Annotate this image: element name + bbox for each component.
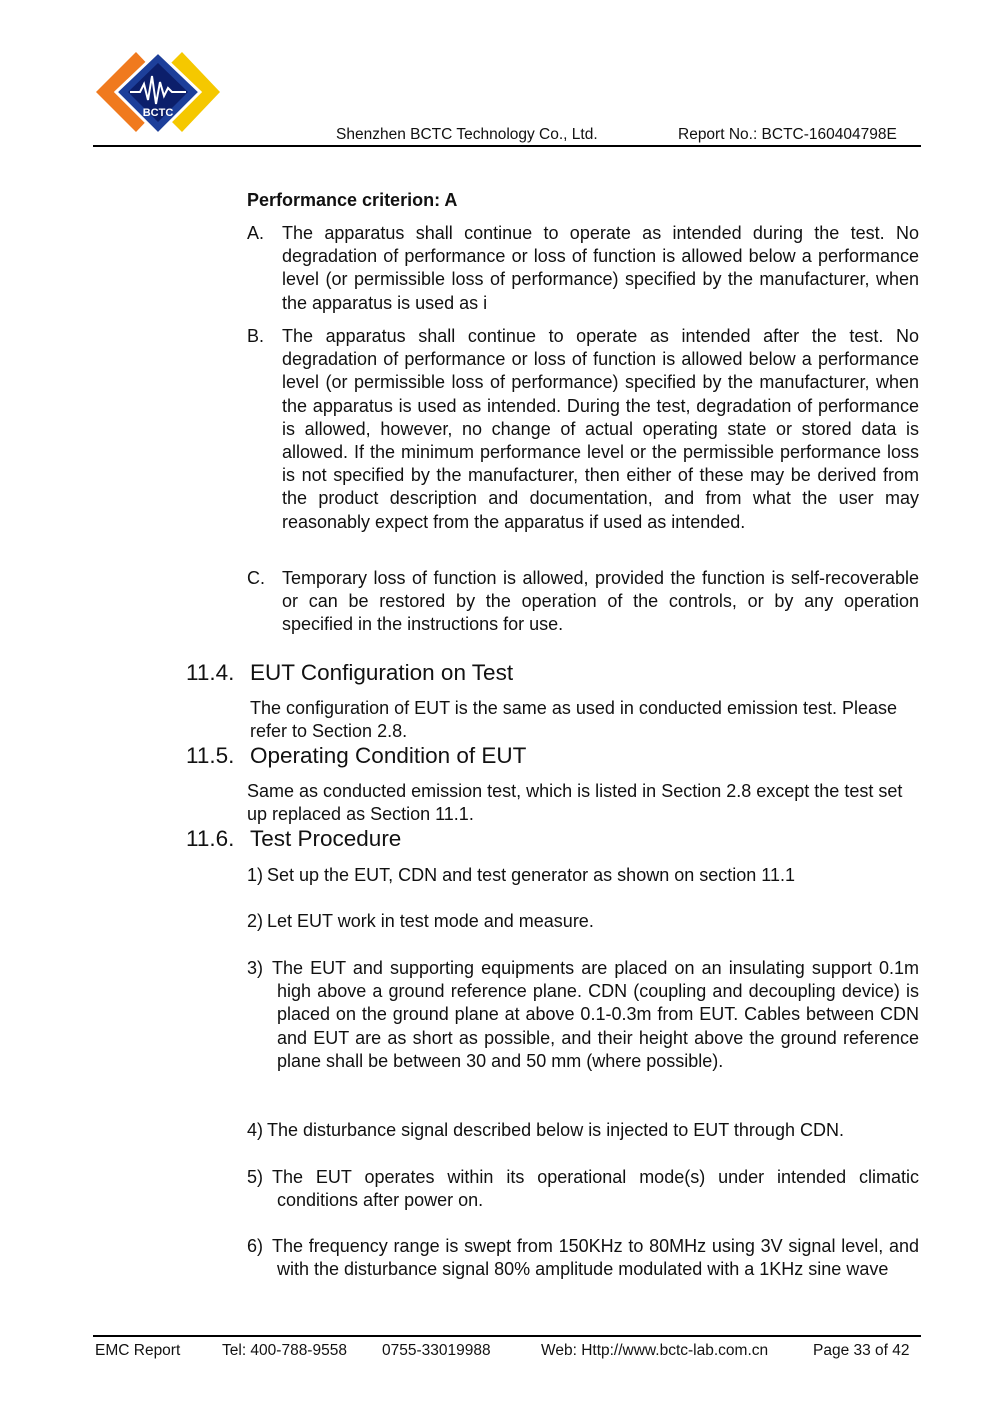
footer-label: EMC Report: [95, 1342, 181, 1359]
footer-web: Web: Http://www.bctc-lab.com.cn: [541, 1342, 769, 1359]
step-text: The EUT operates within its operational mode(s) under intended climatic conditions after power on.: [272, 1167, 919, 1211]
procedure-step-1: [247, 864, 919, 887]
criterion-letter: B.: [247, 326, 265, 346]
section-title-11-4: [186, 660, 513, 686]
section-title-text: Operating Condition of EUT: [250, 743, 527, 768]
procedure-step-3: [247, 957, 919, 1073]
criterion-text: The apparatus shall continue to operate as intended after the test. No degradation of performance or loss of function is allowed below a performance level (or permissible loss of performance) specified by the manufacturer, when the apparatus is used as intended. During the test, degradation of performance is allowed, however, no change of actual operating state or stored data is allowed. If the minimum performance level or the permissible performance loss is not specified by the manufacturer, then either of these may be derived from the product description and documentation, and from what the user may reasonably expect from the apparatus if used as intended.: [282, 326, 919, 532]
step-number: 6): [247, 1236, 264, 1256]
footer-page-number: Page 33 of 42: [813, 1342, 910, 1359]
criterion-text: Temporary loss of function is allowed, provided the function is self-recoverable or can be restored by the operation of the controls, or by any operation specified in the instructions for use.: [282, 568, 919, 635]
svg-text:BCTC: BCTC: [142, 107, 174, 119]
section-number: 11.4.: [186, 660, 235, 685]
step-text: Set up the EUT, CDN and test generator as shown on section 11.1: [267, 865, 795, 885]
bctc-logo: [92, 46, 224, 142]
section-number: 11.6.: [186, 826, 235, 851]
criterion-letter: A.: [247, 223, 265, 243]
step-text: The frequency range is swept from 150KHz to 80MHz using 3V signal level, and with the disturbance signal 80% amplitude modulated with a 1KHz sine wave: [272, 1236, 919, 1280]
header-report-number: Report No.: BCTC-160404798E: [678, 126, 897, 143]
section-body-11-4: The configuration of EUT is the same as used in conducted emission test. Please refer to Section 2.8.: [250, 698, 898, 742]
step-text: Let EUT work in test mode and measure.: [267, 911, 594, 931]
step-text: The disturbance signal described below is injected to EUT through CDN.: [267, 1120, 844, 1140]
section-title-text: Test Procedure: [250, 826, 402, 851]
criterion-item-a: [247, 222, 919, 315]
header-rule: [93, 145, 921, 147]
step-number: 3): [247, 958, 264, 978]
step-number: 4): [247, 1120, 264, 1140]
section-number: 11.5.: [186, 743, 235, 768]
step-number: 2): [247, 911, 264, 931]
criterion-text: The apparatus shall continue to operate as intended during the test. No degradation of performance or loss of function is allowed below a performance level (or permissible loss of performance) specified by the manufacturer, when the apparatus is used as i: [282, 223, 919, 313]
header-company: Shenzhen BCTC Technology Co., Ltd.: [336, 126, 598, 143]
procedure-step-6: [247, 1235, 919, 1281]
footer-tel: Tel: 400-788-9558: [222, 1342, 347, 1359]
procedure-step-2: [247, 910, 919, 933]
criterion-item-c: [247, 567, 919, 637]
procedure-step-5: [247, 1166, 919, 1212]
section-title-11-6: [186, 826, 401, 852]
section-body-11-5: Same as conducted emission test, which is listed in Section 2.8 except the test set up replaced as Section 11.1.: [247, 781, 903, 825]
criterion-letter: C.: [247, 568, 265, 588]
footer-rule: [93, 1335, 921, 1337]
criterion-heading: Performance criterion: A: [247, 190, 458, 210]
step-number: 1): [247, 865, 264, 885]
footer-tel-2: 0755-33019988: [382, 1342, 491, 1359]
procedure-step-4: [247, 1119, 919, 1142]
step-text: The EUT and supporting equipments are placed on an insulating support 0.1m high above a ground reference plane. CDN (coupling and decoupling device) is placed on the ground plane at above 0.1-0.3m from EUT. Cables between CDN and EUT are as short as possible, and their height above the ground reference plane shall be between 30 and 50 mm (where possible).: [272, 958, 919, 1071]
section-title-11-5: [186, 743, 526, 769]
section-title-text: EUT Configuration on Test: [250, 660, 514, 685]
criterion-item-b: [247, 325, 919, 534]
step-number: 5): [247, 1167, 264, 1187]
